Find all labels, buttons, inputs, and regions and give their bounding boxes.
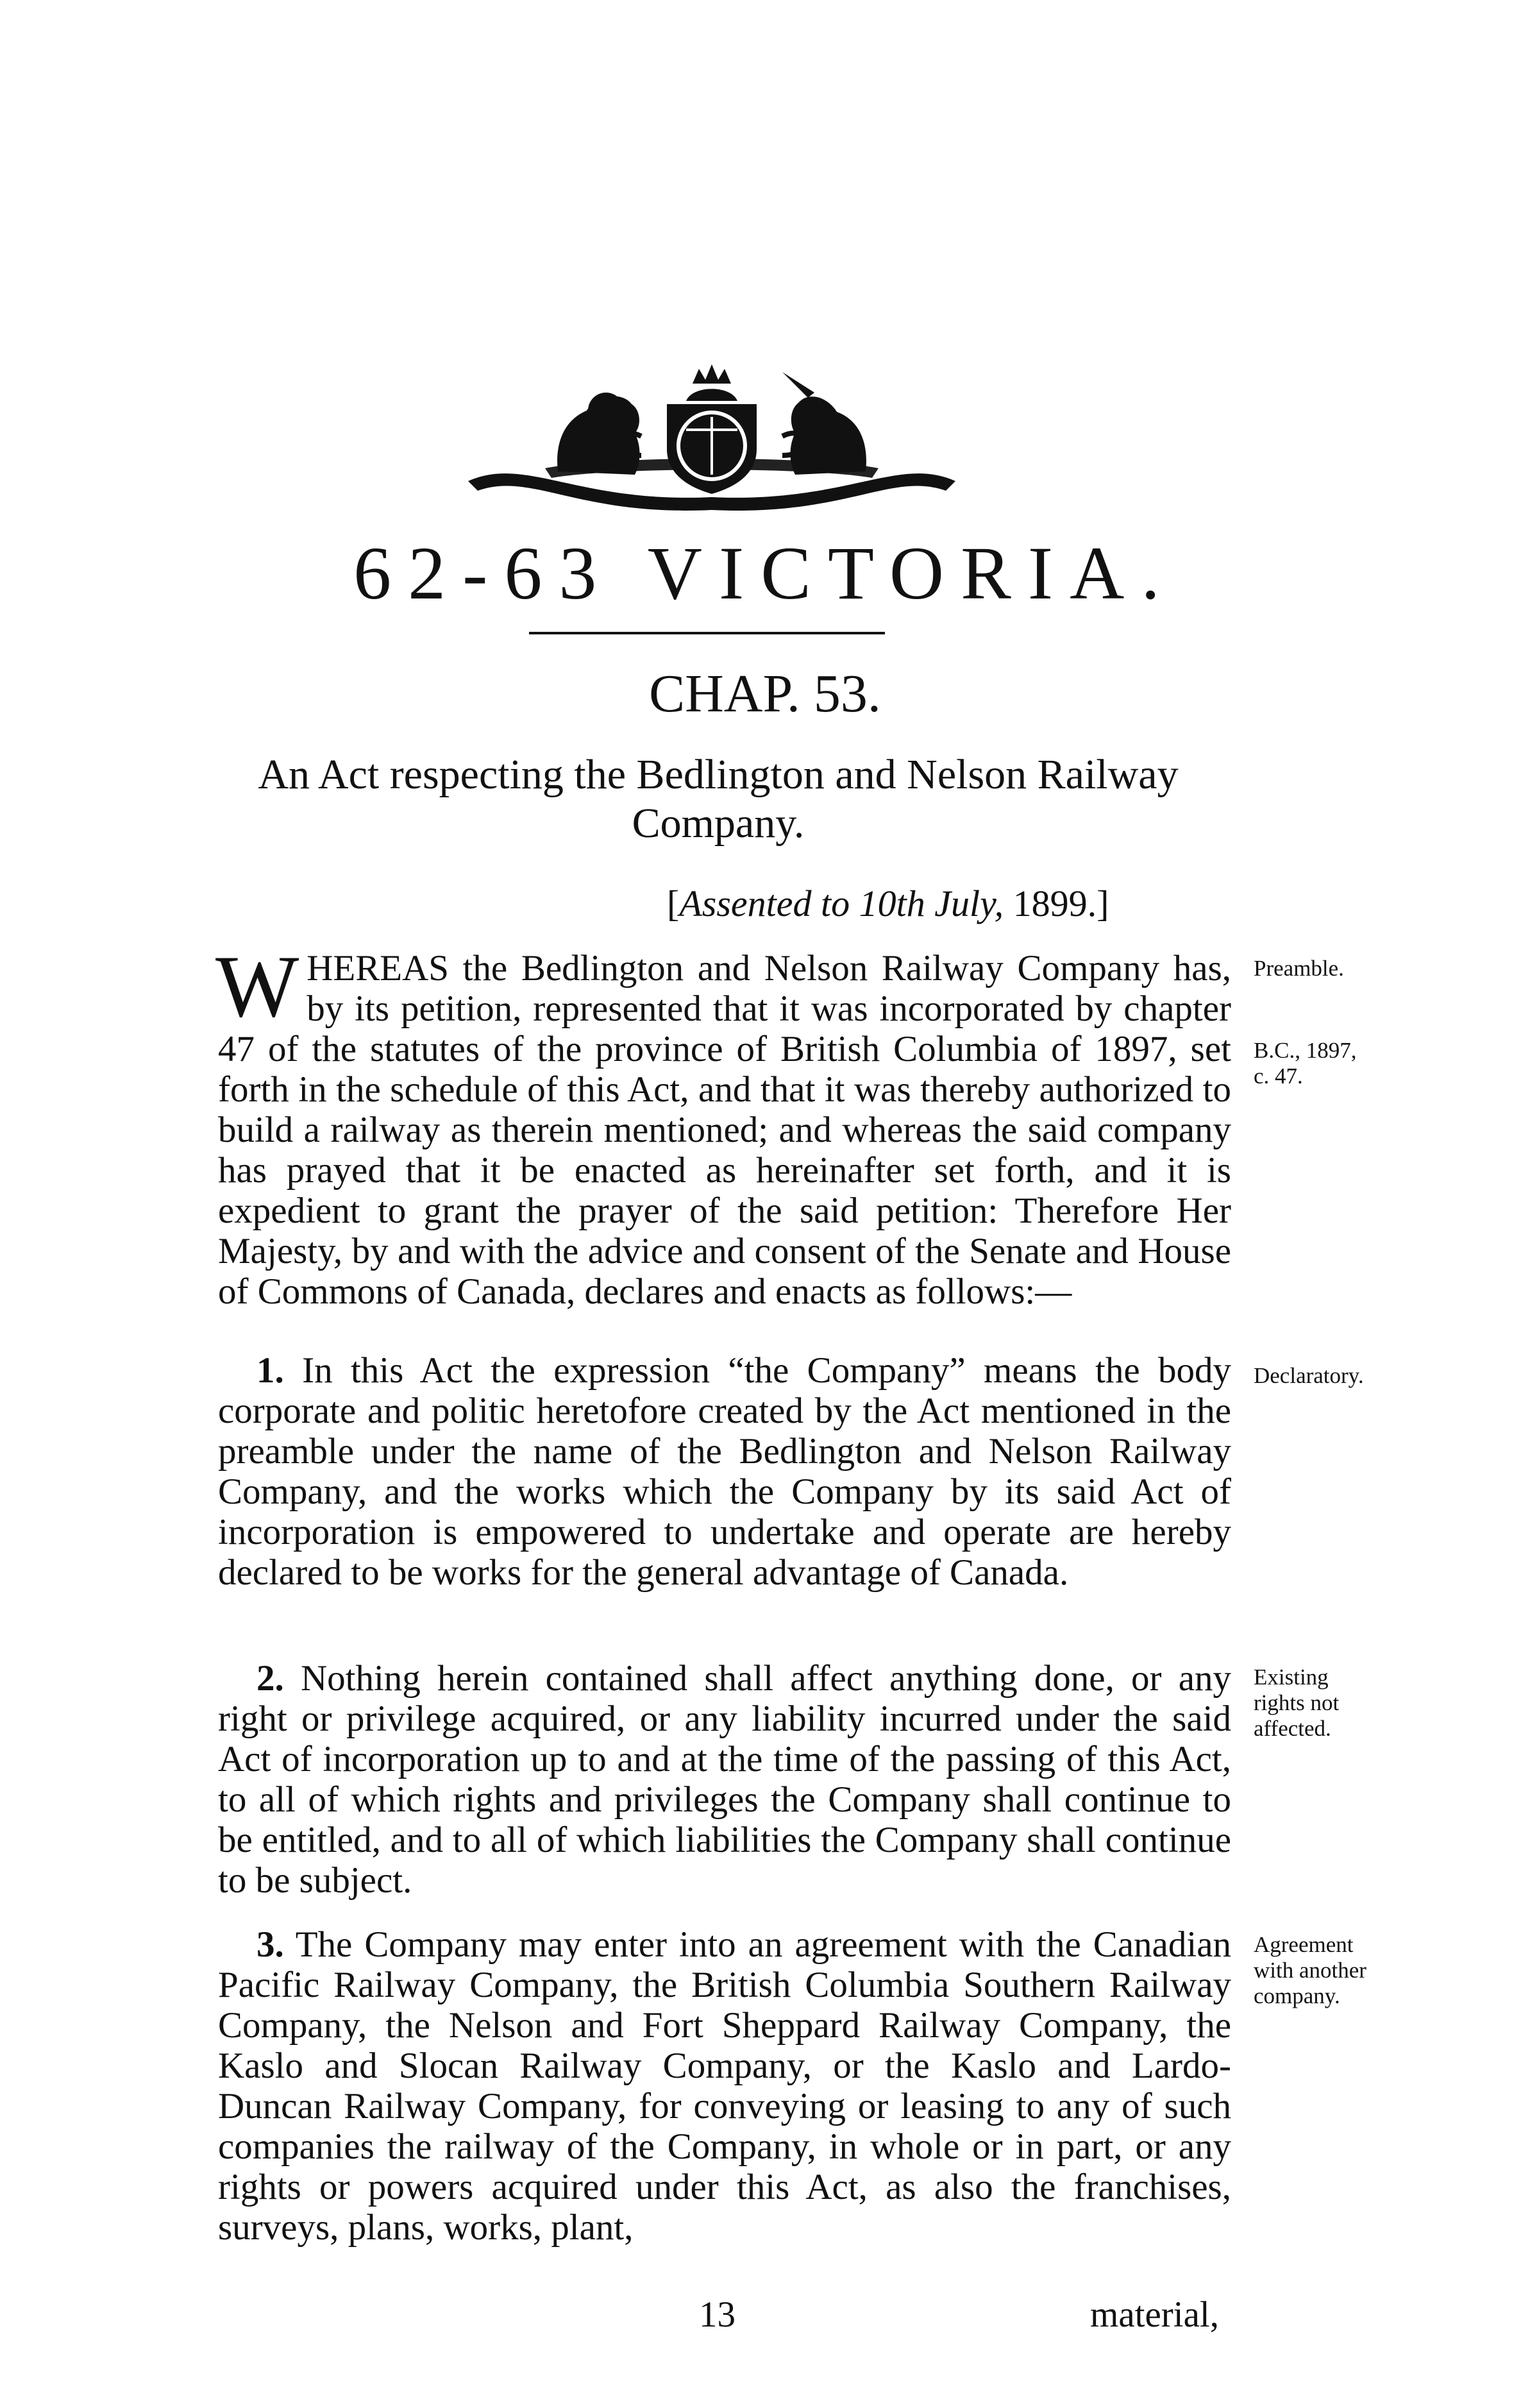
margin-note-line: rights not — [1254, 1690, 1340, 1715]
section-text: The Company may enter into an agreement with the Canadian Pacific Railway Company, the British Columbia Southern Railway Company, the Nelson and Fort Sheppard Railway Company, the Kaslo and Slocan Railway Company, or the Kaslo and Lardo-Duncan Railway Company, for conveying or leasing to any of such companies the railway of the Company, in whole or in part, or any rights or powers acquired under this Act, as also the franchises, surveys, plans, works, plant, — [218, 1924, 1231, 2248]
margin-note-declaratory: Declaratory. — [1254, 1363, 1364, 1388]
reign-heading: 62-63 VICTORIA. — [353, 531, 1177, 615]
assent-year: 1899.] — [1004, 883, 1109, 924]
margin-note-preamble: Preamble. — [1254, 956, 1344, 981]
margin-note-statute-ref — [1254, 1038, 1465, 1089]
preamble-paragraph — [215, 937, 1231, 1312]
assent-date — [667, 885, 1109, 922]
section-text: Nothing herein contained shall affect anything done, or any right or privilege acquired, or any liability incurred under the said Act of incorporation up to and at the time of the passing of this Act, to all of which rights and privileges the Company shall continue to be entitled, and to all of which liabilities the Company shall continue to be subject. — [218, 1658, 1231, 1901]
section-text: In this Act the expression “the Company” means the body corporate and politic heretofore created by the Act mentioned in the preamble under the name of the Bedlington and Nelson Railway Company, and the works which the Company by its said Act of incorporation is empowered to undertake and operate are hereby declared to be works for the general advantage of Canada. — [218, 1350, 1231, 1593]
chapter-heading: CHAP. 53. — [649, 664, 881, 724]
margin-note-existing-rights — [1254, 1665, 1465, 1742]
act-title: An Act respecting the Bedlington and Nelson Railway Company. — [258, 751, 1179, 847]
margin-note-line: Existing — [1254, 1665, 1329, 1690]
section-number: 2. — [256, 1658, 284, 1699]
section-number: 3. — [256, 1924, 284, 1965]
title-divider — [529, 632, 885, 634]
margin-note-agreement — [1254, 1932, 1465, 2009]
drop-capital: W — [215, 937, 299, 1035]
margin-note-statute-ref-line2: c. 47. — [1254, 1064, 1303, 1089]
margin-note-line: company. — [1254, 1983, 1340, 2008]
margin-note-line: affected. — [1254, 1716, 1331, 1741]
section-2 — [218, 1658, 1231, 1901]
section-number: 1. — [256, 1350, 284, 1391]
margin-note-line: with another — [1254, 1958, 1366, 1983]
page-number: 13 — [699, 2294, 736, 2335]
margin-note-line: Agreement — [1254, 1932, 1354, 1957]
section-1 — [218, 1350, 1231, 1593]
preamble-text: HEREAS the Bedlington and Nelson Railway Company has, by its petition, represented that it was incorporated by chapter 47 of the statutes of the province of British Columbia of 1897, set forth in the schedule of this Act, and that it was thereby authorized to build a railway as therein mentioned; and whereas the said company has prayed that it be enacted as hereinafter set forth, and it is expedient to grant the prayer of the said petition: Therefore Her Majesty, by and with the advice and consent of the Senate and House of Commons of Canada, declares and enacts as follows:— — [218, 948, 1231, 1312]
assent-label: Assented to 10th July, — [679, 883, 1004, 924]
royal-coat-of-arms-icon — [449, 359, 975, 520]
assent-bracket: [ — [667, 883, 680, 924]
catchword: material, — [1090, 2294, 1219, 2335]
margin-note-statute-ref-line1: B.C., 1897, — [1254, 1038, 1357, 1063]
section-3 — [218, 1924, 1231, 2248]
